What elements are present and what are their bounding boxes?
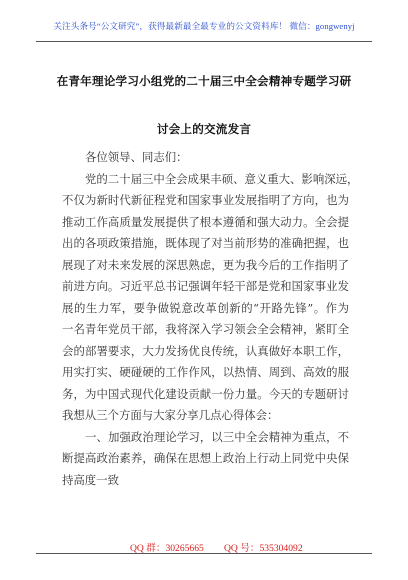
body-line: 务，为中国式现代化建设贡献一份力量。今天的专题研讨 (62, 386, 349, 401)
salutation: 各位领导、同志们： (85, 150, 188, 164)
body-line: 出的各项政策措施，既体现了对当前形势的准确把握，也 (62, 236, 349, 250)
body-line: 党的二十届三中全会成果丰硕、意义重大、影响深远， (85, 171, 359, 186)
body-line: 推动工作高质量发展提供了根本遵循和强大动力。全会提 (62, 214, 349, 229)
footer-qq-number: QQ 号：535304092 (224, 543, 303, 554)
body-line: 用实打实、硬碰硬的工作作风，以热情、周到、高效的服 (62, 365, 349, 379)
document-title-line-2: 讨会上的交流发言 (156, 122, 252, 136)
body-line: 断提高政治素养，确保在思想上政治上行动上同党中央保 (62, 451, 349, 465)
body-line: 会的部署要求，大力发扬优良传统，认真做好本职工作， (62, 343, 349, 358)
body-line: 不仅为新时代新征程党和国家事业发展指明了方向，也为 (62, 193, 349, 207)
footer-qq-group: QQ 群：30265665 (130, 543, 204, 554)
footer-divider (36, 553, 372, 554)
document-body (62, 147, 359, 491)
body-line: 持高度一致 (62, 472, 119, 487)
body-line: 一名青年党员干部，我将深入学习领会全会精神，紧盯全 (62, 322, 349, 336)
body-line: 前进方向。习近平总书记强调年轻干部是党和国家事业发 (62, 279, 349, 293)
body-line: 展现了对未来发展的深思熟虑，更为我今后的工作指明了 (62, 257, 349, 272)
body-line: 我想从三个方面与大家分享几点心得体会： (62, 408, 279, 422)
document-title-line-1: 在青年理论学习小组党的二十届三中全会精神专题学习研 (56, 74, 352, 88)
section-heading-line: 一、加强政治理论学习，以三中全会精神为重点，不 (85, 429, 349, 444)
header-divider (36, 41, 372, 42)
header-banner: 关注头条号“公文研究”，获得最新最全最专业的公文资料库！ 微信：gongwenyj (53, 21, 355, 31)
body-line: 展的生力军，要争做锐意改革创新的“开路先锋”。作为 (62, 300, 349, 315)
